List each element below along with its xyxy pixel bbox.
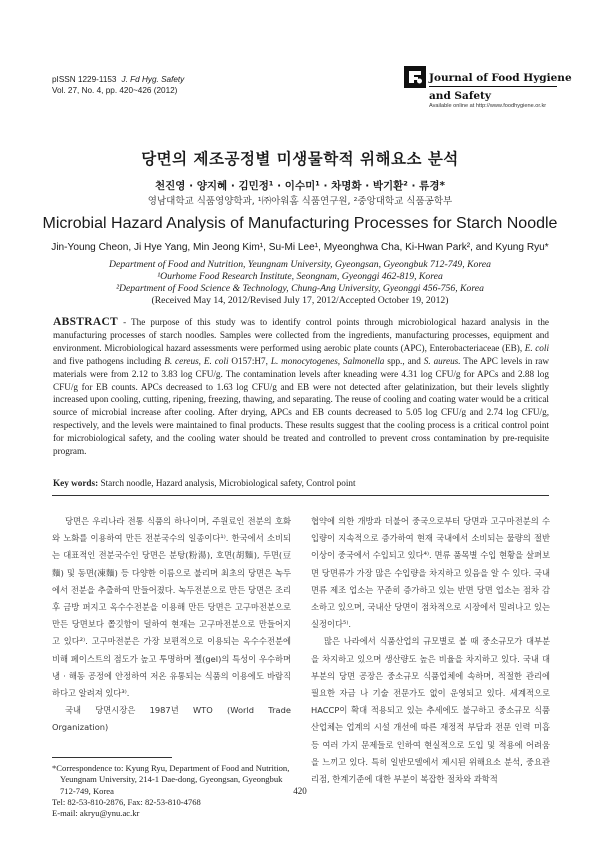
abstract-italic: S. aureus. xyxy=(423,355,461,366)
logo-title-line2: and Safety xyxy=(429,90,491,102)
korean-authors: 천진영 · 양지혜 · 김민정¹ · 이수미¹ · 차명화 · 박기환² · 류경* xyxy=(155,180,445,192)
affiliation-2: ¹Ourhome Food Research Institute, Seongnam, Gyeonggi 462-819, Korea xyxy=(157,271,443,282)
abstract-text: spp., and xyxy=(384,355,424,366)
footnote-line: *Correspondence to: Kyung Ryu, Department of Food and Nutrition, xyxy=(52,763,290,773)
footnote-email[interactable]: E-mail: akryu@ynu.ac.kr xyxy=(52,808,140,819)
abstract-italic: L. monocytogenes, Salmonella xyxy=(270,355,385,366)
journal-citation xyxy=(52,74,184,96)
abstract-text: - The purpose of this study was to identify control points through microbiological hazard analysis in the manufacturing processes of starch noodles. Samples were collected from the ingredients, manufacturing processes, equipment and environment. Microbiological hazard assessments were performed using aerobic plate counts (APC), Enterobacteriaceae (EB), xyxy=(53,317,549,353)
abstract xyxy=(53,316,549,458)
body-paragraph: 협약에 의한 개방과 더불어 중국으로부터 당면과 고구마전분의 수입량이 지속적으로 증가하여 현재 국내에서 소비되는 물량의 절반 이상이 중국에서 수입되고 있다⁴⁾. 면류 품목별 수입 현황을 살펴보면 당면류가 가장 많은 수입량을 차지하고 있음을 알 수 있다. 국내 면류 제조 업소는 꾸준히 증가하고 있는 반면 당면 업소는 점차 감소하고 있으며, 국내산 당면이 점차적으로 시장에서 밀려나고 있는 실정이다⁵⁾. xyxy=(311,516,550,630)
received-dates: (Received May 14, 2012/Revised July 17, 2012/Accepted October 19, 2012) xyxy=(151,295,449,306)
page-number: 420 xyxy=(293,786,307,796)
abstract-italic: B. cereus, E. coli xyxy=(164,355,229,366)
korean-title: 당면의 제조공정별 미생물학적 위해요소 분석 xyxy=(141,150,459,168)
section-divider xyxy=(52,495,549,496)
body-column-right xyxy=(311,513,550,788)
journal-logo xyxy=(404,66,572,110)
korean-affiliations: 영남대학교 식품영양학과, ¹㈜아워홈 식품연구원, ²중앙대학교 식품공학부 xyxy=(147,196,453,207)
abstract-text: O157:H7, xyxy=(228,355,271,366)
abstract-text: and five pathogens including xyxy=(53,355,165,366)
abstract-heading: ABSTRACT xyxy=(53,316,119,328)
issn: pISSN 1229-1153 xyxy=(52,75,117,84)
body-paragraph: 국내 당면시장은 1987년 WTO (World Trade Organization) xyxy=(52,705,291,733)
affiliation-1: Department of Food and Nutrition, Yeungnam University, Gyeongsan, Gyeongbuk 712-749, Korea xyxy=(109,259,491,270)
volume-info: Vol. 27, No. 4, pp. 420~426 (2012) xyxy=(52,86,178,95)
english-authors: Jin-Young Cheon, Ji Hye Yang, Min Jeong Kim¹, Su-Mi Lee¹, Myeonghwa Cha, Ki-Hwan Park², and Kyung Ryu* xyxy=(51,242,549,253)
abstract-text: The APC levels in raw materials were from 2.12 to 3.83 log CFU/g. The contamination levels after kneading were 4.31 log CFU/g for APCs and 2.88 log CFU/g for EB counts. APCs decreased to 1.63 log CFU/g and EB were not detected after gelatinization, but their levels slightly increased upon cooling, cutting, ripening, freezing, thawing, and separating. The reuse of cooling and coating water would be a critical source of microbial increase after cooling. After drying, APCs and EB counts decreased to 5.05 log CFU/g and 2.74 log CFU/g, respectively, and the levels were maintained to final products. These results suggest that the cooling process is a critical control point for microbiological safety, and the cooling water should be treated and controlled to prevent cross contamination by pre-requisite program. xyxy=(53,355,549,457)
footnote-line: 712-749, Korea xyxy=(60,785,114,796)
logo-url[interactable]: Available online at http://www.foodhygiene.or.kr xyxy=(429,103,547,109)
abstract-italic: E. coli xyxy=(524,342,549,353)
journal-abbrev: J. Fd Hyg. Safety xyxy=(121,75,185,84)
footnote-divider xyxy=(52,757,172,758)
logo-title-line1: Journal of Food Hygiene xyxy=(429,72,572,84)
keywords-label: Key words: xyxy=(53,478,99,488)
journal-logo-icon xyxy=(404,66,426,88)
body-paragraph: 많은 나라에서 식품산업의 규모별로 볼 때 중소규모가 대부분을 차지하고 있으며 생산량도 높은 비율을 차지하고 있다. 국내 대부분의 당면 공장은 중소규모 식품업체에 속하며, 적절한 관리에 필요한 자금 나 기술 전문가도 없이 운영되고 있다. 세계적으로 HACCP이 확대 적용되고 있는 추세에도 불구하고 중소규모 식품산업체는 업계의 시설 개선에 따른 재정적 부담과 전문 인력 미흡 등 여러 가지 문제들로 인하여 현실적으로 도입 및 적용에 어려움을 느끼고 있다. 특히 일반모델에서 제시된 위해요소 분석, 중요관리점, 한계기준에 대한 부분이 복잡한 절차와 과학적 xyxy=(311,636,550,785)
footnote-line: Tel: 82-53-810-2876, Fax: 82-53-810-4768 xyxy=(52,796,201,807)
footnote-line: Yeungnam University, 214-1 Dae-dong, Gyeongsan, Gyeongbuk xyxy=(60,774,283,785)
keywords-text: Starch noodle, Hazard analysis, Microbiological safety, Control point xyxy=(98,478,356,488)
keywords xyxy=(53,478,549,488)
body-column-left xyxy=(52,513,291,737)
logo-divider xyxy=(429,86,557,87)
affiliation-3: ²Department of Food Science & Technology, Chung-Ang University, Gyeonggi 456-756, Korea xyxy=(116,283,484,294)
body-paragraph: 당면은 우리나라 전통 식품의 하나이며, 주원료인 전분의 호화와 노화를 이용하여 만든 전분국수의 일종이다¹⁾. 한국에서 소비되는 대표적인 전분국수인 당면은 분탕(粉湯), 호면(胡麵), 두면(豆麵) 및 동면(凍麵) 등 다양한 이름으로 불리며 최초의 당면은 녹두에서 전분을 추출하여 만들어졌다. 녹두전분으로 만든 당면은 조리 후 금방 퍼지고 옥수수전분을 이용해 만든 당면은 고구마전분으로 만든 당면보다 쫄깃함이 덜하여 현재는 고구마전분으로 만들어지고 있다²⁾. 고구마전분은 가장 보편적으로 이용되는 옥수수전분에 비해 페이스트의 점도가 높고 투명하며 젤(gel)의 특성이 우수하며 냉 · 해동 공정에 안정하여 저온 유통되는 식품의 이용에도 바람직하다고 알려져 있다³⁾. xyxy=(52,516,291,699)
english-title: Microbial Hazard Analysis of Manufacturing Processes for Starch Noodle xyxy=(42,215,558,232)
